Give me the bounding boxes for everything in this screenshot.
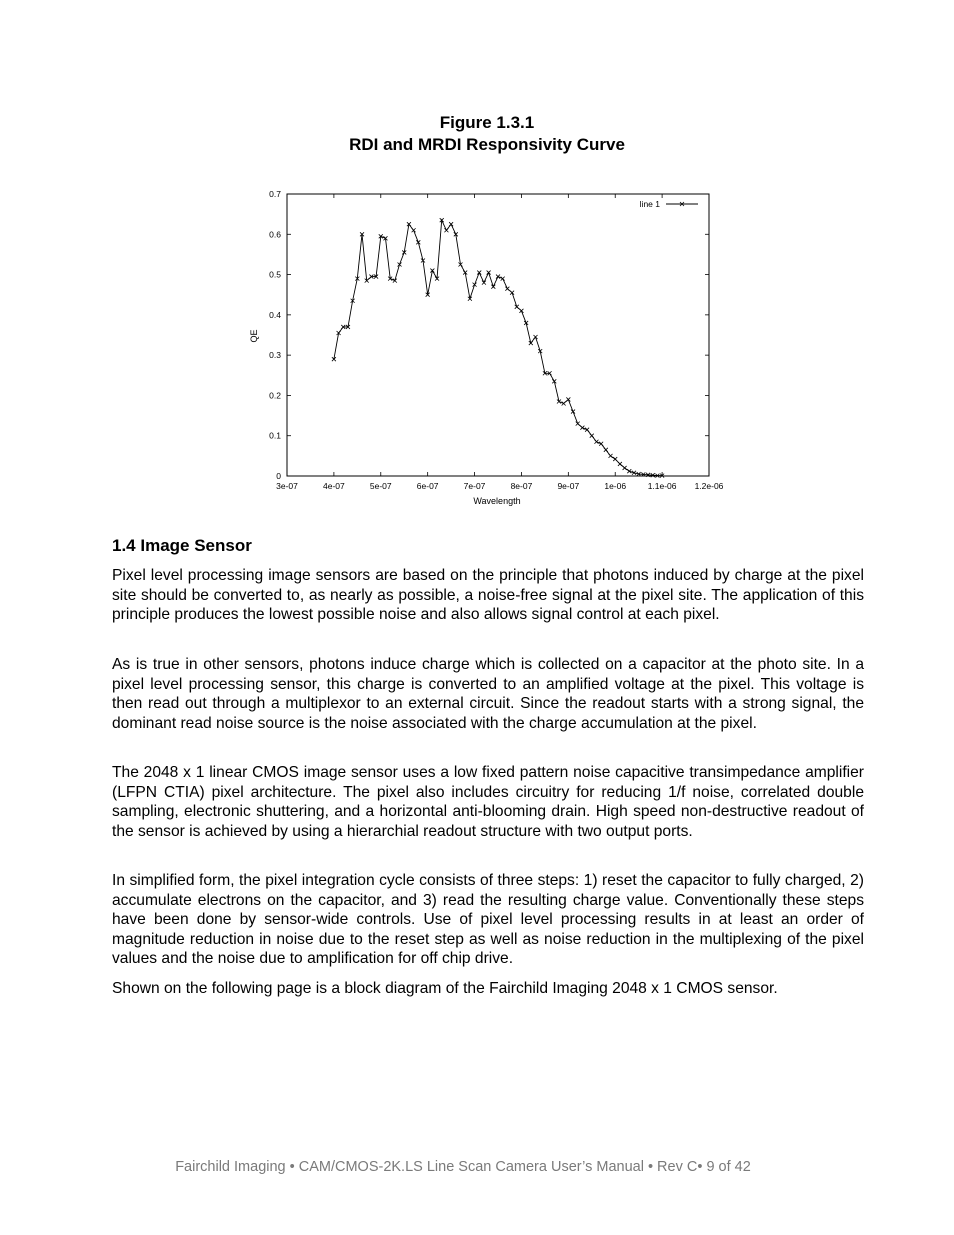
- page-footer: Fairchild Imaging • CAM/CMOS-2K.LS Line Scan Camera User’s Manual • Rev C• 9 of 42: [175, 1159, 751, 1175]
- data-point: [580, 426, 584, 430]
- y-tick-label: 0.7: [269, 189, 281, 199]
- data-point: [444, 228, 448, 232]
- x-tick-label: 9e-07: [557, 481, 580, 491]
- data-point: [562, 401, 566, 405]
- x-tick-label: 5e-07: [369, 481, 392, 491]
- data-point: [627, 469, 631, 473]
- y-tick-label: 0.1: [269, 430, 281, 441]
- section-heading: 1.4 Image Sensor: [112, 536, 252, 555]
- x-tick-label: 6e-07: [416, 481, 439, 491]
- figure-caption: RDI and MRDI Responsivity Curve: [349, 135, 625, 154]
- data-point: [482, 281, 486, 285]
- paragraph: The 2048 x 1 linear CMOS image sensor uses a low fixed pattern noise capacitive transimpedance amplifier (LFPN CTIA) pixel architecture. The pixel also includes circuitry for reducing 1/f noise, correlated double sampling, electronic shuttering, and a horizontal anti-blooming drain. High speed non-destructive readout of the sensor is achieved by using a hierarchial readout structure with two output ports.: [112, 764, 864, 840]
- data-point: [571, 410, 575, 414]
- data-point: [505, 287, 509, 291]
- y-tick-label: 0.3: [269, 350, 281, 361]
- paragraph: Shown on the following page is a block diagram of the Fairchild Imaging 2048 x 1 CMOS sensor.: [112, 980, 778, 997]
- data-point: [604, 448, 608, 452]
- data-point: [623, 466, 627, 470]
- qe-chart: [240, 184, 730, 514]
- x-axis-label: Wavelength: [473, 496, 521, 506]
- x-tick-label: 8e-07: [510, 481, 533, 491]
- data-point: [449, 222, 453, 226]
- data-point: [519, 309, 523, 313]
- data-point: [510, 291, 514, 295]
- data-point: [618, 462, 622, 466]
- data-point: [576, 422, 580, 426]
- plot-frame: [287, 194, 709, 476]
- figure-number: Figure 1.3.1: [439, 113, 535, 132]
- data-point: [501, 277, 505, 281]
- y-tick-label: 0.5: [269, 269, 281, 280]
- y-tick-label: 0.4: [269, 309, 281, 320]
- y-tick-label: 0.2: [269, 390, 281, 401]
- data-point: [613, 457, 617, 461]
- data-point: [585, 428, 589, 432]
- series-line: [334, 220, 662, 475]
- data-point: [491, 285, 495, 289]
- x-tick-label: 7e-07: [463, 481, 486, 491]
- legend-label: line 1: [639, 199, 660, 209]
- x-tick-label: 1e-06: [604, 481, 627, 491]
- paragraph: Pixel level processing image sensors are based on the principle that photons induced by charge at the pixel site should be converted to, as nearly as possible, a noise-free signal at the pixel site. The application of this principle produces the lowest possible noise and also allows signal control at each pixel.: [112, 567, 864, 624]
- data-point: [566, 397, 570, 401]
- data-point: [496, 275, 500, 279]
- data-point: [594, 440, 598, 444]
- data-point: [599, 442, 603, 446]
- x-tick-label: 4e-07: [323, 481, 345, 491]
- data-point: [590, 434, 594, 438]
- x-tick-label: 1.1e-06: [647, 481, 677, 491]
- y-axis-label: QE: [249, 329, 259, 343]
- paragraph: As is true in other sensors, photons induce charge which is collected on a capacitor at the photo site. In a pixel level processing sensor, this charge is converted to an amplified voltage at the pixel. This voltage is then read out through a multiplexor to an external circuit. Since the readout starts with a strong signal, the dominant read noise source is the noise associated with the charge accumulation at the pixel.: [112, 656, 864, 732]
- x-tick-label: 1.2e-06: [694, 481, 724, 491]
- data-point: [609, 454, 613, 458]
- y-tick-label: 0.6: [269, 229, 281, 240]
- paragraph: In simplified form, the pixel integration cycle consists of three steps: 1) reset the capacitor to fully charged, 2) accumulate electrons on the capacitor, and 3) read the resulting charge value. Conventionally these steps have been done by sensor-wide controls. Use of pixel level processing results in at least an order of magnitude reduction in noise due to the reset step as well as noise reduction in the multiplexing of the pixel values and the noise due to amplification for off chip drive.: [112, 872, 864, 968]
- y-tick-label: 0: [276, 471, 281, 481]
- x-tick-label: 3e-07: [276, 481, 298, 491]
- data-point: [477, 271, 481, 275]
- data-point: [412, 228, 416, 232]
